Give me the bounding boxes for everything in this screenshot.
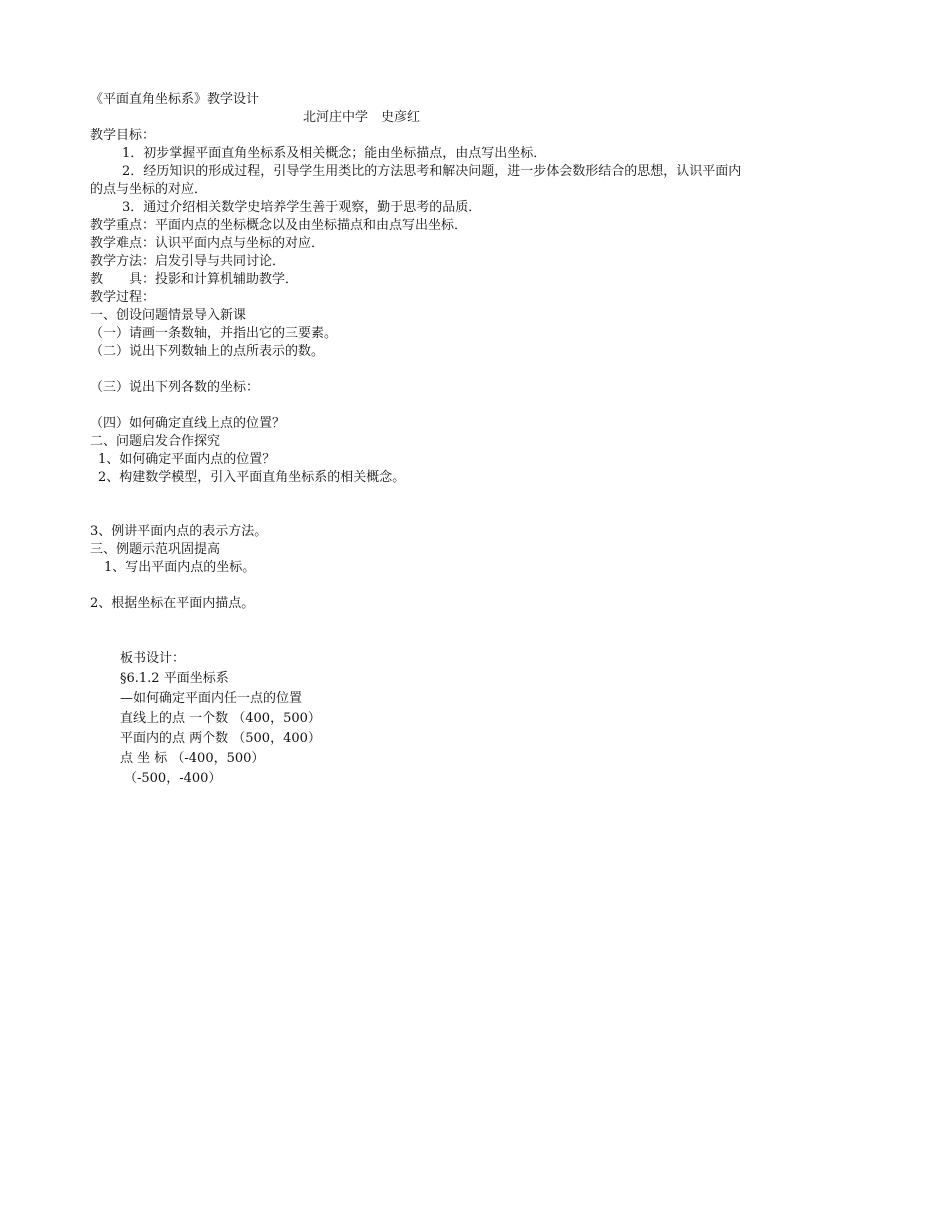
section-2-item-3: 3、例讲平面内点的表示方法。 bbox=[90, 524, 268, 539]
difficulty: 教学难点：认识平面内点与坐标的对应． bbox=[90, 236, 325, 251]
objective-3: 3．通过介绍相关数学史培养学生善于观察，勤于思考的品质． bbox=[122, 200, 482, 215]
section-3-item-1: 1、写出平面内点的坐标。 bbox=[104, 560, 256, 575]
document-title: 《平面直角坐标系》教学设计 bbox=[90, 92, 260, 107]
section-1-heading: 一、创设问题情景导入新课 bbox=[90, 308, 247, 323]
section-3-item-2: 2、根据坐标在平面内描点。 bbox=[90, 596, 255, 611]
objective-2-line-2: 的点与坐标的对应． bbox=[90, 182, 208, 197]
teaching-method: 教学方法：启发引导与共同讨论． bbox=[90, 254, 286, 269]
objectives-heading: 教学目标： bbox=[90, 128, 156, 143]
board-row-1: 直线上的点 一个数 （400，500） bbox=[120, 711, 321, 726]
section-1-item-2: （二）说出下列数轴上的点所表示的数。 bbox=[90, 344, 325, 359]
process-heading: 教学过程： bbox=[90, 290, 156, 305]
board-row-3: 点 坐 标 （-400，500） bbox=[120, 751, 265, 766]
objective-1: 1．初步掌握平面直角坐标系及相关概念；能由坐标描点，由点写出坐标． bbox=[122, 146, 547, 161]
objective-2-line-1: 2．经历知识的形成过程，引导学生用类比的方法思考和解决问题，进一步体会数形结合的思想，认识平面内 bbox=[122, 164, 742, 179]
board-row-2: 平面内的点 两个数 （500，400） bbox=[120, 731, 321, 746]
section-3-heading: 三、例题示范巩固提高 bbox=[90, 542, 221, 557]
teaching-tools: 教 具：投影和计算机辅助教学． bbox=[90, 272, 299, 287]
section-1-item-4: （四）如何确定直线上点的位置？ bbox=[90, 416, 286, 431]
section-2-item-2: 2、构建数学模型，引入平面直角坐标系的相关概念。 bbox=[98, 470, 406, 485]
section-2-item-1: 1、如何确定平面内点的位置？ bbox=[98, 452, 276, 467]
section-2-heading: 二、问题启发合作探究 bbox=[90, 434, 221, 449]
board-heading: 板书设计： bbox=[120, 651, 186, 666]
board-section: §6.1.2 平面坐标系 bbox=[120, 671, 229, 686]
board-subtitle: —如何确定平面内任一点的位置 bbox=[120, 691, 303, 706]
document-page bbox=[90, 91, 870, 789]
key-point: 教学重点：平面内点的坐标概念以及由坐标描点和由点写出坐标． bbox=[90, 218, 468, 233]
board-row-4: （-500，-400） bbox=[124, 771, 222, 786]
blackboard-design bbox=[90, 649, 870, 789]
section-1-item-3: （三）说出下列各数的坐标： bbox=[90, 380, 260, 395]
author-line: 北河庄中学 史彦红 bbox=[303, 110, 421, 125]
section-1-item-1: （一）请画一条数轴，并指出它的三要素。 bbox=[90, 326, 338, 341]
